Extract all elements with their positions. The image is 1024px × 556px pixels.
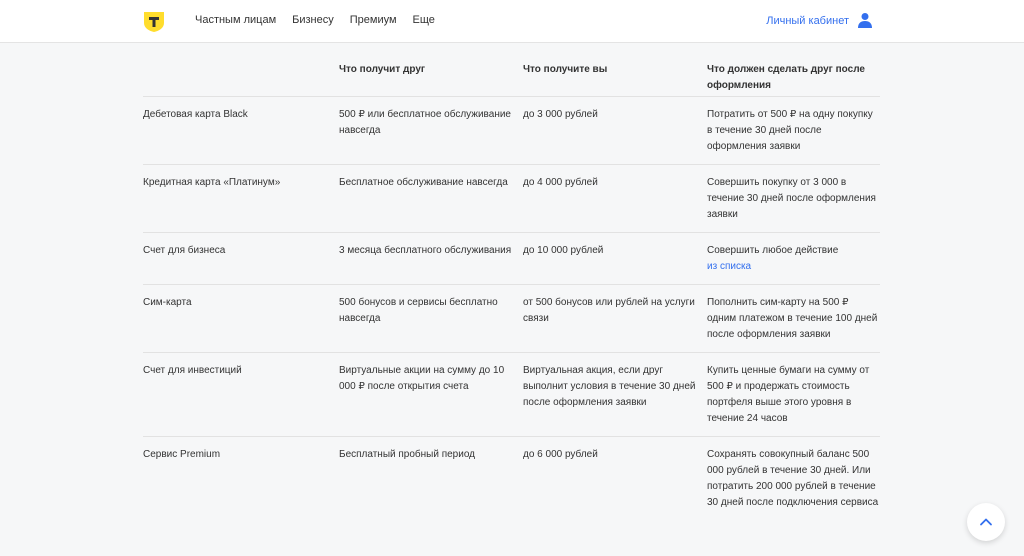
row-product: Дебетовая карта Black xyxy=(143,109,248,120)
chevron-up-icon xyxy=(979,515,993,529)
row-friend-reward: 500 ₽ или бесплатное обслуживание навсегда xyxy=(339,109,511,136)
bank-logo-icon[interactable] xyxy=(143,11,165,33)
account-link[interactable] xyxy=(766,14,872,28)
row-product: Счет для инвестиций xyxy=(143,365,242,376)
row-product: Сервис Premium xyxy=(143,449,221,460)
row-your-reward: от 500 бонусов или рублей на услуги связи xyxy=(523,297,695,324)
row-condition: Сохранять совокупный баланс 500 000 рублей в течение 30 дней. Или потратить 200 000 рублей в течение 30 дней после подключения сервиса xyxy=(707,449,879,508)
nav-item-more[interactable]: Еще xyxy=(412,14,435,26)
table-row xyxy=(143,165,880,233)
table-row xyxy=(143,437,880,520)
row-friend-reward: Виртуальные акции на сумму до 10 000 ₽ после открытия счета xyxy=(339,365,505,392)
column-header-friend: Что получит друг xyxy=(339,64,426,75)
site-header xyxy=(0,0,1024,43)
nav-item-premium[interactable]: Премиум xyxy=(349,14,397,26)
column-header-product xyxy=(143,62,339,94)
row-product: Счет для бизнеса xyxy=(143,245,226,256)
table-row xyxy=(143,97,880,165)
column-header-condition: Что должен сделать друг после оформления xyxy=(707,64,865,91)
row-product: Кредитная карта «Платинум» xyxy=(143,177,281,188)
main-nav xyxy=(195,14,451,26)
scroll-to-top-button[interactable] xyxy=(967,503,1005,541)
row-your-reward: Виртуальная акция, если друг выполнит условия в течение 30 дней после оформления заявки xyxy=(523,365,696,408)
nav-item-personal[interactable]: Частным лицам xyxy=(195,14,277,26)
row-condition: Пополнить сим-карту на 500 ₽ одним платежом в течение 100 дней после оформления заявки xyxy=(707,297,878,340)
nav-item-business[interactable]: Бизнесу xyxy=(292,14,334,26)
row-condition: Купить ценные бумаги на сумму от 500 ₽ и продержать стоимость портфеля выше этого уровня в течение 24 часов xyxy=(707,365,870,424)
table-row xyxy=(143,353,880,437)
actions-list-link[interactable]: из списка xyxy=(707,261,752,272)
row-your-reward: до 6 000 рублей xyxy=(523,449,598,460)
user-icon[interactable] xyxy=(858,12,872,28)
column-header-you: Что получите вы xyxy=(523,64,608,75)
row-your-reward: до 10 000 рублей xyxy=(523,245,604,256)
row-condition: Совершить любое действие xyxy=(707,245,839,256)
row-condition: Потратить от 500 ₽ на одну покупку в течение 30 дней после оформления заявки xyxy=(707,109,873,152)
row-your-reward: до 4 000 рублей xyxy=(523,177,598,188)
row-friend-reward: 500 бонусов и сервисы бесплатно навсегда xyxy=(339,297,498,324)
row-condition: Совершить покупку от 3 000 в течение 30 дней после оформления заявки xyxy=(707,177,876,220)
table-header-row xyxy=(143,43,880,97)
table-row xyxy=(143,285,880,353)
account-label[interactable]: Личный кабинет xyxy=(766,15,849,27)
referral-table xyxy=(143,43,880,520)
row-product: Сим-карта xyxy=(143,297,192,308)
row-condition-cell xyxy=(707,243,880,275)
table-row xyxy=(143,233,880,285)
row-your-reward: до 3 000 рублей xyxy=(523,109,598,120)
row-friend-reward: 3 месяца бесплатного обслуживания xyxy=(339,245,512,256)
row-friend-reward: Бесплатное обслуживание навсегда xyxy=(339,177,508,188)
row-friend-reward: Бесплатный пробный период xyxy=(339,449,476,460)
